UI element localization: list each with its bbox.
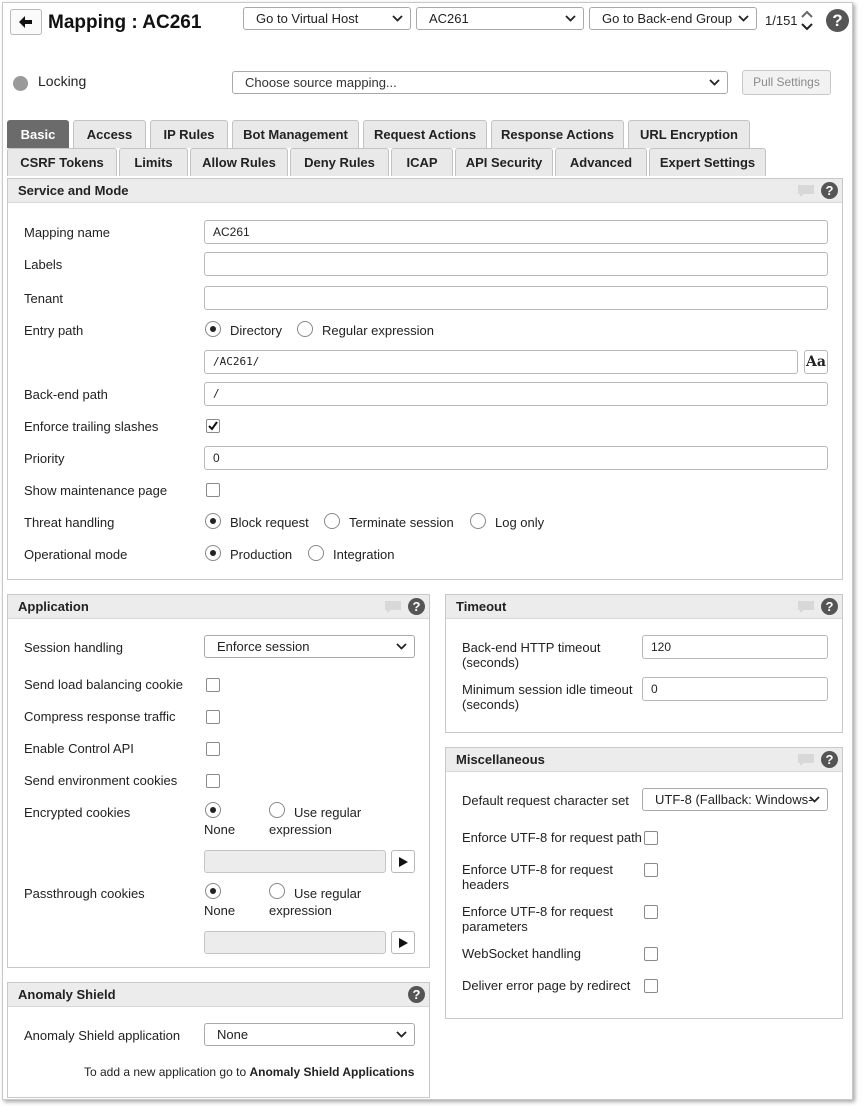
service-panel-header bbox=[8, 179, 842, 203]
threat-handling-label: Threat handling bbox=[24, 515, 115, 530]
miscellaneous-panel bbox=[445, 747, 843, 1019]
backend-group-select-value: Go to Back-end Group bbox=[602, 11, 733, 26]
lock-status-indicator bbox=[13, 76, 28, 91]
question-mark-icon[interactable]: ? bbox=[821, 751, 838, 768]
lb-cookie-checkbox[interactable] bbox=[206, 678, 220, 692]
threat-terminate-radio[interactable] bbox=[324, 513, 340, 529]
page-help-button[interactable] bbox=[826, 9, 849, 32]
compress-checkbox[interactable] bbox=[206, 710, 220, 724]
tenant-input[interactable] bbox=[204, 286, 828, 310]
threat-block-label: Block request bbox=[230, 515, 309, 530]
comment-bubble-icon[interactable] bbox=[384, 600, 402, 614]
tab-advanced[interactable]: Advanced bbox=[555, 148, 647, 176]
tab-api-security[interactable]: API Security bbox=[455, 148, 553, 176]
compress-label: Compress response traffic bbox=[24, 709, 176, 724]
encrypted-cookies-test-button[interactable] bbox=[391, 850, 415, 873]
maintenance-page-checkbox[interactable] bbox=[206, 483, 220, 497]
session-handling-select[interactable] bbox=[204, 635, 415, 658]
service-and-mode-panel bbox=[7, 178, 843, 580]
utf8-params-label-2: parameters bbox=[462, 919, 528, 934]
question-mark-icon[interactable]: ? bbox=[408, 986, 425, 1003]
passthrough-regex-label-1: Use regular bbox=[294, 886, 362, 901]
idle-timeout-label-1: Minimum session idle timeout bbox=[462, 682, 633, 697]
question-mark-icon[interactable]: ? bbox=[821, 182, 838, 199]
entry-path-directory-label: Directory bbox=[230, 323, 283, 338]
mapping-select-value: AC261 bbox=[429, 11, 469, 26]
priority-label: Priority bbox=[24, 451, 65, 466]
utf8-headers-label-2: headers bbox=[462, 877, 509, 892]
utf8-headers-checkbox[interactable] bbox=[644, 863, 658, 877]
comment-bubble-icon[interactable] bbox=[797, 184, 815, 198]
entry-path-regex-label: Regular expression bbox=[322, 323, 435, 338]
error-redirect-checkbox[interactable] bbox=[644, 979, 658, 993]
play-icon bbox=[399, 857, 408, 867]
locking-label: Locking bbox=[38, 73, 87, 89]
threat-terminate-label: Terminate session bbox=[349, 515, 454, 530]
utf8-headers-label-1: Enforce UTF-8 for request bbox=[462, 862, 613, 877]
threat-log-radio[interactable] bbox=[470, 513, 486, 529]
anomaly-shield-panel bbox=[7, 982, 430, 1098]
mapping-name-input[interactable]: AC261 bbox=[204, 220, 828, 244]
backend-group-select[interactable] bbox=[589, 7, 757, 30]
charset-select-value: UTF-8 (Fallback: Windows- bbox=[655, 792, 813, 807]
service-panel-title: Service and Mode bbox=[18, 183, 129, 198]
passthrough-regex-label-2: expression bbox=[269, 903, 332, 918]
timeout-panel bbox=[445, 594, 843, 733]
encrypted-regex-label-1: Use regular bbox=[294, 805, 362, 820]
tab-bot-management[interactable]: Bot Management bbox=[232, 120, 359, 148]
anomaly-note bbox=[84, 1065, 414, 1079]
passthrough-regex-radio[interactable] bbox=[269, 883, 285, 899]
tab-response-actions[interactable]: Response Actions bbox=[491, 120, 624, 148]
back-button[interactable] bbox=[10, 9, 42, 35]
session-handling-value: Enforce session bbox=[217, 639, 310, 654]
play-icon bbox=[399, 938, 408, 948]
entry-path-directory-radio[interactable] bbox=[205, 321, 221, 337]
mode-integration-radio[interactable] bbox=[308, 545, 324, 561]
priority-input[interactable]: 0 bbox=[204, 446, 828, 470]
passthrough-none-label: None bbox=[204, 903, 236, 918]
idle-timeout-input[interactable]: 0 bbox=[642, 677, 828, 701]
tab-request-actions[interactable]: Request Actions bbox=[363, 120, 487, 148]
page-title: Mapping : AC261 bbox=[48, 12, 202, 33]
question-mark-icon[interactable]: ? bbox=[821, 598, 838, 615]
websocket-checkbox[interactable] bbox=[644, 947, 658, 961]
passthrough-cookies-input bbox=[204, 931, 386, 954]
case-sensitive-button[interactable]: Aa bbox=[804, 350, 828, 374]
passthrough-cookies-label: Passthrough cookies bbox=[24, 886, 145, 901]
chevron-down-icon bbox=[563, 8, 577, 29]
anomaly-applications-link[interactable]: Anomaly Shield Applications bbox=[249, 1065, 415, 1079]
anomaly-app-select[interactable] bbox=[204, 1023, 415, 1046]
source-mapping-select-value: Choose source mapping... bbox=[245, 75, 397, 90]
chevron-down-icon bbox=[394, 636, 408, 657]
arrow-left-icon bbox=[19, 16, 33, 28]
control-api-checkbox[interactable] bbox=[206, 742, 220, 756]
anomaly-panel-title: Anomaly Shield bbox=[18, 987, 116, 1002]
tab-csrf-tokens[interactable]: CSRF Tokens bbox=[7, 148, 117, 176]
passthrough-none-radio[interactable] bbox=[205, 883, 221, 899]
utf8-params-label-1: Enforce UTF-8 for request bbox=[462, 904, 613, 919]
trailing-slashes-label: Enforce trailing slashes bbox=[24, 419, 159, 434]
application-panel-header bbox=[8, 595, 429, 619]
utf8-path-label: Enforce UTF-8 for request path bbox=[462, 830, 642, 845]
comment-bubble-icon[interactable] bbox=[797, 753, 815, 767]
operational-mode-label: Operational mode bbox=[24, 547, 128, 562]
chevron-down-icon bbox=[807, 789, 821, 810]
mode-production-label: Production bbox=[230, 547, 293, 562]
chevron-down-icon bbox=[707, 72, 721, 93]
mapping-name-label: Mapping name bbox=[24, 225, 110, 240]
utf8-path-checkbox[interactable] bbox=[644, 831, 658, 845]
websocket-label: WebSocket handling bbox=[462, 946, 582, 961]
tab-icap[interactable]: ICAP bbox=[391, 148, 453, 176]
virtual-host-select[interactable] bbox=[243, 7, 411, 30]
maintenance-page-label: Show maintenance page bbox=[24, 483, 168, 498]
tab-expert-settings[interactable]: Expert Settings bbox=[649, 148, 766, 176]
mapping-select[interactable] bbox=[416, 7, 584, 30]
backend-path-label: Back-end path bbox=[24, 387, 108, 402]
encrypted-regex-radio[interactable] bbox=[269, 802, 285, 818]
tab-allow-rules[interactable]: Allow Rules bbox=[190, 148, 288, 176]
backend-http-timeout-label-1: Back-end HTTP timeout bbox=[462, 640, 601, 655]
session-handling-label: Session handling bbox=[24, 640, 124, 655]
stepper-arrows-icon bbox=[800, 9, 814, 33]
utf8-params-checkbox[interactable] bbox=[644, 905, 658, 919]
backend-http-timeout-input[interactable]: 120 bbox=[642, 635, 828, 659]
virtual-host-select-value: Go to Virtual Host bbox=[256, 11, 359, 26]
encrypted-cookies-input bbox=[204, 850, 386, 873]
checkmark-icon bbox=[207, 420, 219, 432]
threat-block-radio[interactable] bbox=[205, 513, 221, 529]
timeout-panel-header bbox=[446, 595, 842, 619]
anomaly-panel-header bbox=[8, 983, 429, 1007]
error-redirect-label: Deliver error page by redirect bbox=[462, 978, 631, 993]
backend-path-input[interactable]: / bbox=[204, 382, 828, 406]
chevron-down-icon bbox=[390, 8, 404, 29]
encrypted-none-label: None bbox=[204, 822, 236, 837]
entry-path-regex-radio[interactable] bbox=[297, 321, 313, 337]
misc-panel-title: Miscellaneous bbox=[456, 752, 545, 767]
mapping-stepper[interactable] bbox=[800, 9, 814, 33]
application-panel bbox=[7, 594, 430, 968]
encrypted-regex-label-2: expression bbox=[269, 822, 332, 837]
anomaly-app-value: None bbox=[217, 1027, 249, 1042]
mode-production-radio[interactable] bbox=[205, 545, 221, 561]
pull-settings-button[interactable]: Pull Settings bbox=[742, 70, 831, 95]
idle-timeout-label-2: (seconds) bbox=[462, 697, 520, 712]
tab-url-encryption[interactable]: URL Encryption bbox=[628, 120, 750, 148]
question-mark-icon[interactable]: ? bbox=[408, 598, 425, 615]
question-mark-icon: ? bbox=[826, 9, 849, 32]
labels-input[interactable] bbox=[204, 252, 828, 276]
env-cookies-checkbox[interactable] bbox=[206, 774, 220, 788]
control-api-label: Enable Control API bbox=[24, 741, 134, 756]
charset-select[interactable] bbox=[642, 788, 828, 811]
chevron-down-icon bbox=[736, 8, 750, 29]
backend-http-timeout-label-2: (seconds) bbox=[462, 655, 520, 670]
tab-deny-rules[interactable]: Deny Rules bbox=[290, 148, 389, 176]
source-mapping-select[interactable] bbox=[232, 71, 728, 94]
threat-log-label: Log only bbox=[495, 515, 545, 530]
anomaly-note-text: To add a new application go to bbox=[84, 1065, 247, 1079]
mapping-window bbox=[2, 2, 853, 1100]
env-cookies-label: Send environment cookies bbox=[24, 773, 178, 788]
tab-access[interactable]: Access bbox=[73, 120, 146, 148]
encrypted-none-radio[interactable] bbox=[205, 802, 221, 818]
tab-basic[interactable]: Basic bbox=[7, 120, 69, 148]
chevron-down-icon bbox=[394, 1024, 408, 1045]
tenant-label: Tenant bbox=[24, 291, 64, 306]
entry-path-label: Entry path bbox=[24, 323, 84, 338]
passthrough-cookies-test-button[interactable] bbox=[391, 931, 415, 954]
anomaly-app-label: Anomaly Shield application bbox=[24, 1028, 181, 1043]
mode-integration-label: Integration bbox=[333, 547, 395, 562]
trailing-slashes-checkbox[interactable] bbox=[206, 419, 220, 433]
comment-bubble-icon[interactable] bbox=[797, 600, 815, 614]
labels-label: Labels bbox=[24, 257, 63, 272]
mapping-counter: 1/151 bbox=[765, 13, 798, 28]
application-panel-title: Application bbox=[18, 599, 89, 614]
tab-limits[interactable]: Limits bbox=[119, 148, 188, 176]
tab-ip-rules[interactable]: IP Rules bbox=[150, 120, 228, 148]
lb-cookie-label: Send load balancing cookie bbox=[24, 677, 184, 692]
charset-label: Default request character set bbox=[462, 793, 629, 808]
misc-panel-header bbox=[446, 748, 842, 772]
timeout-panel-title: Timeout bbox=[456, 599, 507, 614]
entry-path-input[interactable]: /AC261/ bbox=[204, 350, 798, 374]
encrypted-cookies-label: Encrypted cookies bbox=[24, 805, 131, 820]
